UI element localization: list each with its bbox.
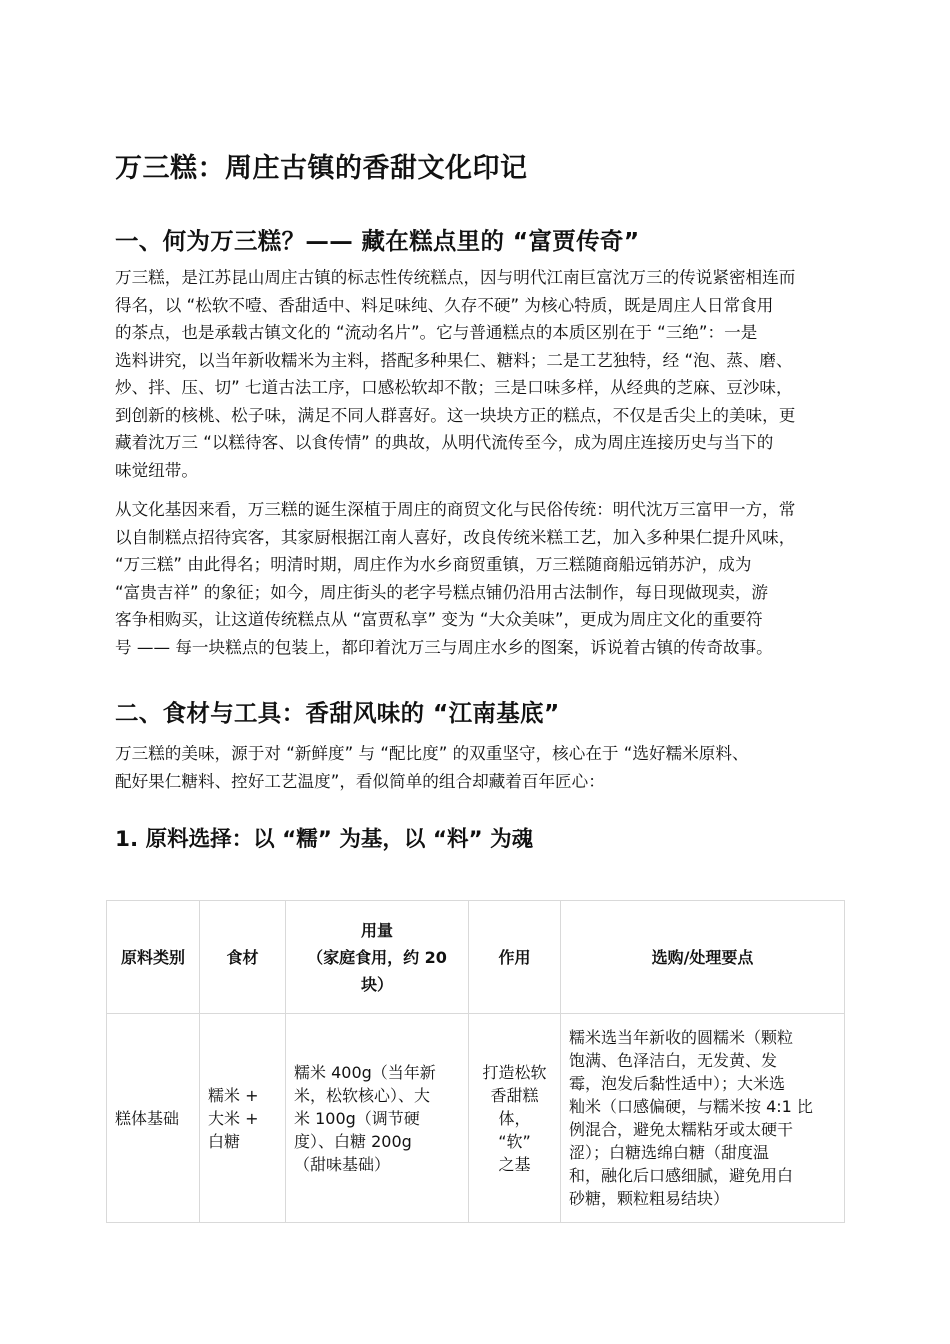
header-tips: 选购/处理要点	[561, 901, 845, 1014]
header-role: 作用	[469, 901, 561, 1014]
subsection-1-heading: 1. 原料选择：以 “糯” 为基，以 “料” 为魂	[115, 827, 534, 852]
table-header-row	[107, 901, 845, 1014]
header-category: 原料类别	[107, 901, 200, 1014]
section-2-paragraph-1: 万三糕的美味，源于对 “新鲜度” 与 “配比度” 的双重坚守，核心在于 “选好糯米原料、 配好果仁糖料、控好工艺温度”，看似简单的组合却藏着百年匠心：	[115, 744, 749, 791]
section-1-paragraph-2: 从文化基因来看，万三糕的诞生深植于周庄的商贸文化与民俗传统：明代沈万三富甲一方，常 以自制糕点招待宾客，其家厨根据江南人喜好，改良传统米糕工艺，加入多种果仁提升风味， “万三糕” 由此得名；明清时期，周庄作为水乡商贸重镇，万三糕随商船远销苏沪，成为 “富贵吉祥” 的象征；如今，周庄街头的老字号糕点铺仍沿用古法制作，每日现做现卖，游 客争相购买，让这道传统糕点从 “富贾私享” 变为 “大众美味”，更成为周庄文化的重要符 号 —— 每一块糕点的包装上，都印着沈万三与周庄水乡的图案，诉说着古镇的传奇故事。	[115, 500, 796, 657]
cell-tips: 糯米选当年新收的圆糯米（颗粒 饱满、色泽洁白，无发黄、发 霉，泡发后黏性适中）；大米选 籼米（口感偏硬，与糯米按 4:1 比 例混合，避免太糯粘牙或太硬干 涩）；白糖选绵白糖（甜度温 和，融化后口感细腻，避免用白 砂糖，颗粒粗易结块）	[561, 1014, 845, 1223]
section-1-heading: 一、何为万三糕？—— 藏在糕点里的 “富贾传奇”	[115, 227, 640, 255]
cell-amount: 糯米 400g（当年新 米，松软核心）、大 米 100g（调节硬 度）、白糖 200g （甜味基础）	[286, 1014, 469, 1223]
cell-role: 打造松软 香甜糕 体， “软” 之基	[469, 1014, 561, 1223]
cell-category: 糕体基础	[107, 1014, 200, 1223]
cell-ingredient: 糯米 + 大米 + 白糖	[200, 1014, 286, 1223]
page-title: 万三糕：周庄古镇的香甜文化印记	[115, 153, 528, 184]
section-1-paragraph-1: 万三糕，是江苏昆山周庄古镇的标志性传统糕点，因与明代江南巨富沈万三的传说紧密相连而 得名，以 “松软不噎、香甜适中、料足味纯、久存不硬” 为核心特质，既是周庄人日常食用 的茶点，也是承载古镇文化的 “流动名片”。它与普通糕点的本质区别在于 “三绝”：一是 选料讲究，以当年新收糯米为主料，搭配多种果仁、糖料；二是工艺独特，经 “泡、蒸、磨、 炒、拌、压、切” 七道古法工序，口感松软却不散；三是口味多样，从经典的芝麻、豆沙味， 到创新的核桃、松子味，满足不同人群喜好。这一块块方正的糕点，不仅是舌尖上的美味，更 藏着沈万三 “以糕待客、以食传情” 的典故，从明代流传至今，成为周庄连接历史与当下的 味觉纽带。	[115, 268, 796, 480]
header-ingredient: 食材	[200, 901, 286, 1014]
ingredients-table	[106, 900, 845, 1223]
table-row	[107, 1014, 845, 1223]
section-2-heading: 二、食材与工具：香甜风味的 “江南基底”	[115, 699, 560, 727]
header-amount: 用量 （家庭食用，约 20 块）	[286, 901, 469, 1014]
